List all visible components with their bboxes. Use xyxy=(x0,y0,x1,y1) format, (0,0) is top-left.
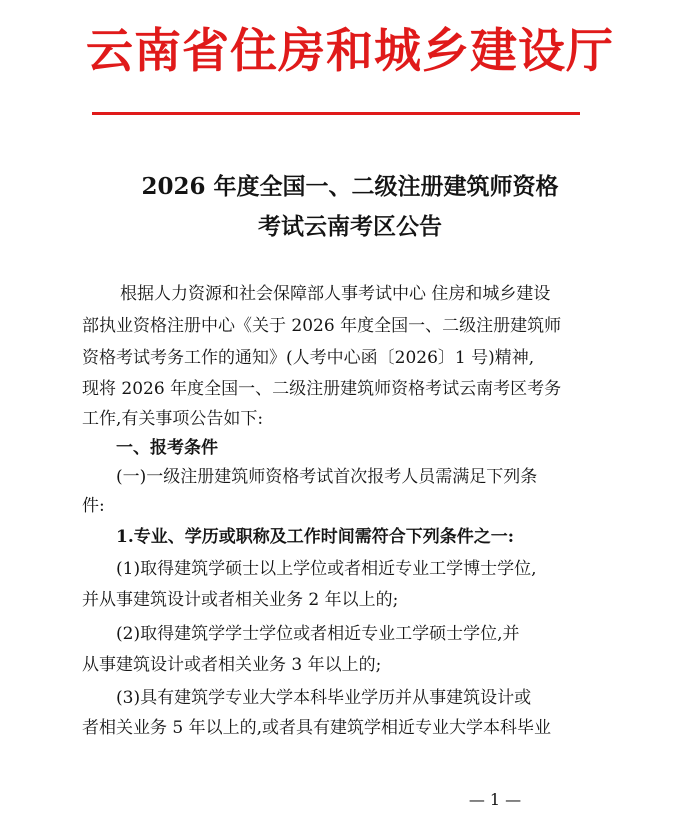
condition-2-line-1: (2)取得建筑学学士学位或者相近专业工学硕士学位,并 xyxy=(116,624,520,644)
page-number: — 1 — xyxy=(468,790,522,809)
condition-3-line-1: (3)具有建筑学专业大学本科毕业学历并从事建筑设计或 xyxy=(116,688,532,708)
condition-3-line-2: 者相关业务 5 年以上的,或者具有建筑学相近专业大学本科毕业 xyxy=(82,718,552,738)
paragraph-1-line-1: 根据人力资源和社会保障部人事考试中心 住房和城乡建设 xyxy=(120,284,551,304)
issuer-masthead: 云南省住房和城乡建设厅 xyxy=(86,24,614,79)
red-divider xyxy=(92,112,580,115)
subsection-1a-line-2: 件: xyxy=(82,496,105,516)
paragraph-1-line-4: 现将 2026 年度全国一、二级注册建筑师资格考试云南考区考务 xyxy=(82,379,562,399)
paragraph-1-line-2: 部执业资格注册中心《关于 2026 年度全国一、二级注册建筑师 xyxy=(82,316,562,336)
paragraph-1-line-5: 工作,有关事项公告如下: xyxy=(82,409,264,429)
requirement-1-heading: 1.专业、学历或职称及工作时间需符合下列条件之一: xyxy=(116,527,515,547)
document-title-line-2: 考试云南考区公告 xyxy=(258,213,442,240)
condition-2-line-2: 从事建筑设计或者相关业务 3 年以上的; xyxy=(82,655,382,675)
paragraph-1-line-3: 资格考试考务工作的通知》(人考中心函〔2026〕1 号)精神, xyxy=(82,348,535,368)
section-1-heading: 一、报考条件 xyxy=(116,438,218,458)
condition-1-line-1: (1)取得建筑学硕士以上学位或者相近专业工学博士学位, xyxy=(116,559,537,579)
condition-1-line-2: 并从事建筑设计或者相关业务 2 年以上的; xyxy=(82,590,399,610)
document-title-line-1: 2026 年度全国一、二级注册建筑师资格 xyxy=(141,173,559,200)
subsection-1a-line-1: (一)一级注册建筑师资格考试首次报考人员需满足下列条 xyxy=(116,467,538,487)
